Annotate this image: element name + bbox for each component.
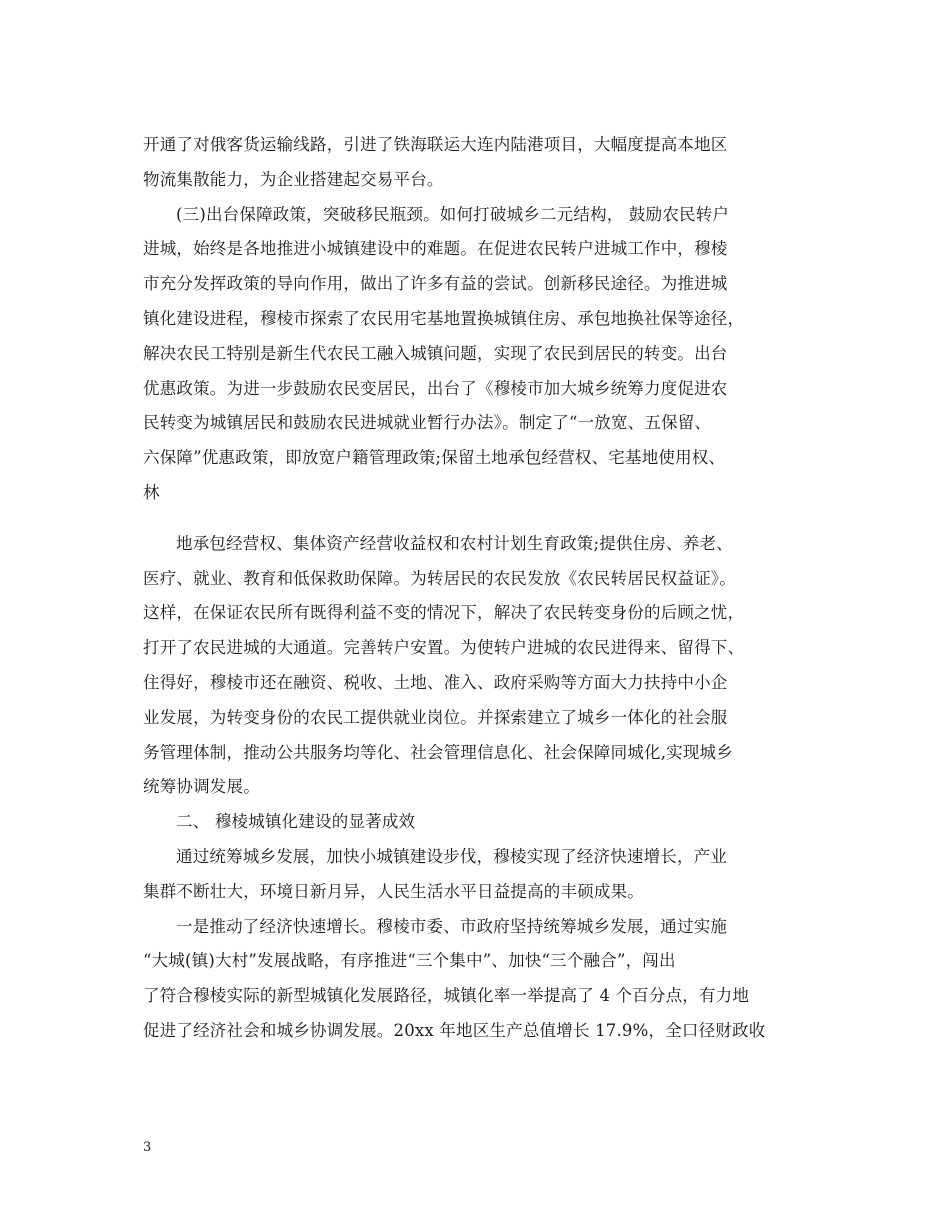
page-number: 3 (143, 1140, 152, 1155)
body-text (143, 128, 813, 1049)
text-line: 民转变为城镇居民和鼓励农民进城就业暂行办法》。制定了“一放宽、五保留、 (143, 413, 712, 433)
text-line: 业发展，为转变身份的农民工提供就业岗位。并探索建立了城乡一体化的社会服 (143, 707, 728, 727)
text-line: 开通了对俄客货运输线路，引进了铁海联运大连内陆港项目，大幅度提高本地区 (143, 135, 728, 154)
text-line: 六保障”优惠政策，即放宽户籍管理政策;保留土地承包经营权、宅基地使用权、 (143, 448, 726, 468)
text-line: 进城，始终是各地推进小城镇建设中的难题。在促进农民转户进城工作中，穆棱 (143, 239, 728, 259)
text-line: 市充分发挥政策的导向作用，做出了许多有益的尝试。创新移民途径。为推进城 (143, 274, 728, 294)
text-line: 医疗、就业、教育和低保救助保障。为转居民的农民发放《农民转居民权益证》。 (143, 568, 736, 588)
paragraph-start-line: 通过统筹城乡发展，加快小城镇建设步伐，穆棱实现了经济快速增长，产业 (176, 846, 728, 866)
paragraph-gap (143, 511, 813, 527)
text-line: 解决农民工特别是新生代农民工融入城镇问题，实现了农民到居民的转变。出台 (143, 343, 728, 363)
paragraph-start-line: 一是推动了经济快速增长。穆棱市委、市政府坚持统筹城乡发展，通过实施 (176, 916, 728, 936)
text-line: 集群不断壮大，环境日新月异，人民生活水平日益提高的丰硕成果。 (143, 881, 644, 901)
paragraph-start-line: (三)出台保障政策，突破移民瓶颈。如何打破城乡二元结构， 鼓励农民转户 (176, 204, 730, 224)
section-heading: 二、 穆棱城镇化建设的显著成效 (176, 812, 416, 832)
text-line: 促进了经济社会和城乡协调发展。20xx 年地区生产总值增长 17.9%，全口径财政收 (143, 1020, 766, 1040)
text-line: 打开了农民进城的大通道。完善转户安置。为使转户进城的农民进得来、留得下、 (143, 638, 745, 658)
text-line: 统筹协调发展。 (143, 777, 260, 797)
text-line: 住得好，穆棱市还在融资、税收、土地、准入、政府采购等方面大力扶持中小企 (143, 672, 728, 692)
text-line: 务管理体制，推动公共服务均等化、社会管理信息化、社会保障同城化,实现城乡 (143, 742, 733, 762)
text-line: 镇化建设进程，穆棱市探索了农民用宅基地置换城镇住房、承包地换社保等途径， (143, 308, 745, 328)
text-line: 了符合穆棱实际的新型城镇化发展路径，城镇化率一举提高了 4 个百分点，有力地 (143, 986, 750, 1006)
text-line: 这样，在保证农民所有既得利益不变的情况下，解决了农民转变身份的后顾之忧， (143, 603, 745, 623)
paragraph-start-line: 地承包经营权、集体资产经营收益权和农村计划生育政策;提供住房、养老、 (176, 533, 733, 553)
text-line: “大城(镇)大村”发展战略，有序推进“三个集中”、加快“三个融合”，闯出 (143, 951, 676, 971)
text-line: 林 (143, 482, 160, 502)
text-line: 优惠政策。为进一步鼓励农民变居民，出台了《穆棱市加大城乡统筹力度促进农 (143, 378, 728, 398)
text-line: 物流集散能力，为企业搭建起交易平台。 (143, 169, 444, 189)
